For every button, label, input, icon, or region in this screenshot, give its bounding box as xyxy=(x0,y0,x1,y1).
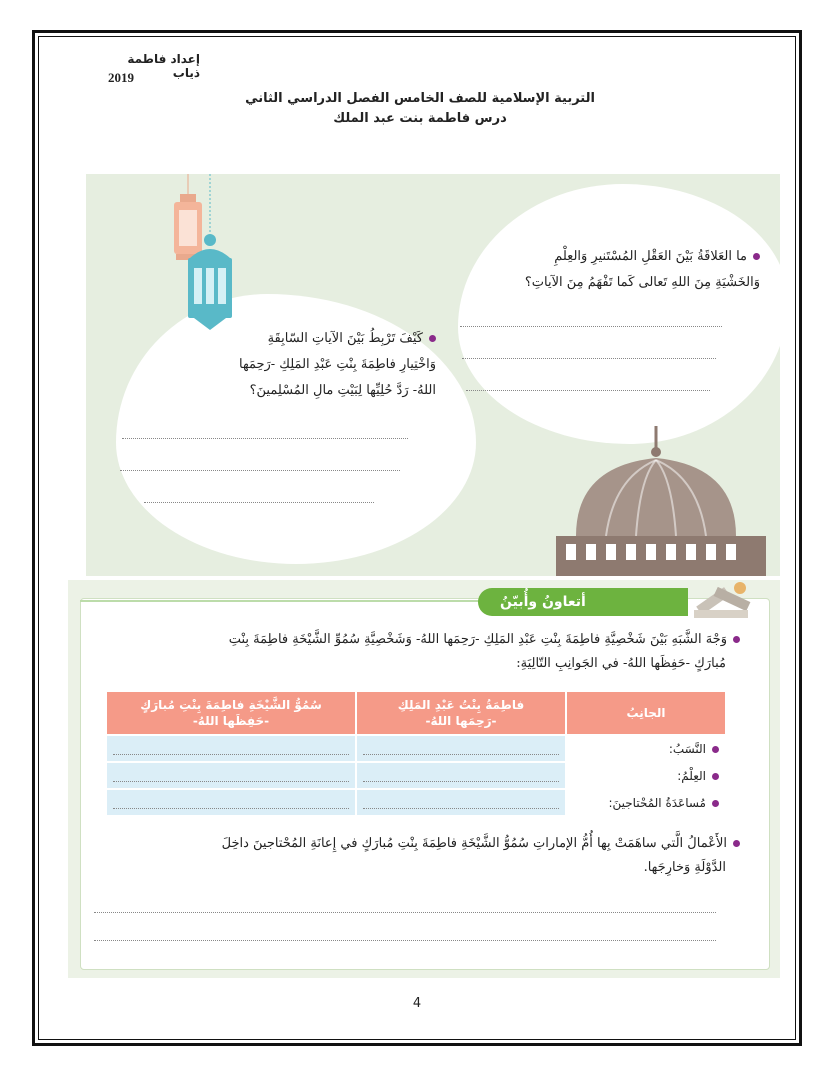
table-header-row xyxy=(107,692,725,734)
question-2-line-2: وَاخْتِيارِ فاطِمَةَ بِنْتِ عَبْدِ المَلِكِ -رَحِمَها xyxy=(238,357,436,372)
page-number: 4 xyxy=(412,996,422,1011)
answer-line[interactable] xyxy=(122,438,408,439)
discussion-panel xyxy=(86,174,780,576)
activity-tag: أتعاونُ وأُبيّنُ xyxy=(478,588,688,616)
question-1-line-1: ما العَلاقَةُ بَيْنَ العَقْلِ المُسْتَنيرِ وَالعِلْمِ xyxy=(554,249,747,264)
bullet-icon xyxy=(712,800,719,807)
lantern-icon xyxy=(146,174,256,334)
answer-line[interactable] xyxy=(460,326,722,327)
question-1 xyxy=(466,244,760,296)
instruction-line-2: مُبارَكٍ -حَفِظَها اللهُ- في الجَوانِبِ التّالِيَةِ: xyxy=(516,656,726,671)
comparison-table xyxy=(105,690,727,817)
answer-cell[interactable] xyxy=(107,736,355,761)
question-2-line-1: كَيْفَ تَرْبِطُ بَيْنَ الآياتِ السّابِقَةِ xyxy=(267,331,423,346)
table-row xyxy=(107,790,725,815)
bullet-icon xyxy=(733,840,740,847)
answer-cell[interactable] xyxy=(357,736,565,761)
question-3-line-1: الأَعْمالُ الَّتي ساهَمَتْ بِها أُمُّ الإماراتِ سُمُوُّ الشَّيْخَةِ فاطِمَةَ بِنْتِ مُبارَكٍ في إِعانَةِ المُحْتاجينَ داخِلَ xyxy=(221,836,727,851)
row-label xyxy=(567,736,725,761)
answer-line[interactable] xyxy=(466,390,710,391)
answer-cell[interactable] xyxy=(357,763,565,788)
bullet-icon xyxy=(712,773,719,780)
answer-line[interactable] xyxy=(144,502,374,503)
header-fatima-abdulmalik-line-2: -رَحِمَها اللهُ- xyxy=(425,714,497,728)
year-label: 2019 xyxy=(108,70,134,85)
answer-cell[interactable] xyxy=(357,790,565,815)
row-label-text: مُساعَدَةُ المُحْتاجينَ: xyxy=(608,795,706,810)
header-fatima-abdulmalik xyxy=(357,692,565,734)
instruction xyxy=(90,628,740,676)
header-fatima-abdulmalik-line-1: فاطِمَةُ بِنْتُ عَبْدِ المَلِكِ xyxy=(397,698,525,712)
question-1-line-2: وَالخَشْيَةِ مِنَ اللهِ تَعالى كَما تَفْهَمُ مِنَ الآياتِ؟ xyxy=(524,275,760,290)
answer-line[interactable] xyxy=(120,470,400,471)
bullet-icon xyxy=(429,335,436,342)
answer-line[interactable] xyxy=(94,940,716,941)
bullet-icon xyxy=(753,253,760,260)
table-row xyxy=(107,736,725,761)
page-title: التربية الإسلامية للصف الخامس الفصل الدراسي الثاني xyxy=(245,91,595,106)
header-sheikha-line-2: -حَفِظَها اللهُ- xyxy=(192,714,270,728)
answer-line[interactable] xyxy=(94,912,716,913)
answer-line[interactable] xyxy=(462,358,716,359)
mosque-dome-icon xyxy=(536,426,780,576)
row-label-text: النَّسَبُ: xyxy=(668,741,706,756)
header-sheikha-fatima xyxy=(107,692,355,734)
lesson-title: درس فاطمة بنت عبد الملك xyxy=(333,111,507,126)
instruction-line-1: وَجْهَ الشَّبَهِ بَيْنَ شَخْصِيَّةِ فاطِمَةَ بِنْتِ عَبْدِ المَلِكِ -رَحِمَها اللهُ- وَشَخْصِيَّةِ سُمُوِّ الشَّيْخَةِ فاطِمَةَ بِنْتِ xyxy=(228,632,727,647)
puzzle-icon xyxy=(690,576,756,624)
row-label-text: العِلْمُ: xyxy=(677,768,706,783)
bullet-icon xyxy=(712,746,719,753)
question-3-line-2: الدَّوْلَةِ وَخارِجَها. xyxy=(643,860,726,875)
question-2 xyxy=(126,326,436,404)
speech-bubble-right xyxy=(458,184,780,444)
answer-cell[interactable] xyxy=(107,790,355,815)
author-label: إعداد فاطمة ذياب xyxy=(127,52,200,80)
bullet-icon xyxy=(733,636,740,643)
question-3 xyxy=(90,832,740,880)
header-aspect: الجانِبُ xyxy=(567,692,725,734)
row-label xyxy=(567,763,725,788)
row-label xyxy=(567,790,725,815)
table-row xyxy=(107,763,725,788)
divider xyxy=(80,600,500,602)
header-sheikha-line-1: سُمُوُّ الشَّيْخَةِ فاطِمَةَ بِنْتِ مُبارَكٍ xyxy=(140,698,322,712)
question-2-line-3: اللهُ- رَدَّ حُلِيِّها لِبَيْتِ مالِ المُسْلِمينَ؟ xyxy=(249,383,436,398)
answer-cell[interactable] xyxy=(107,763,355,788)
